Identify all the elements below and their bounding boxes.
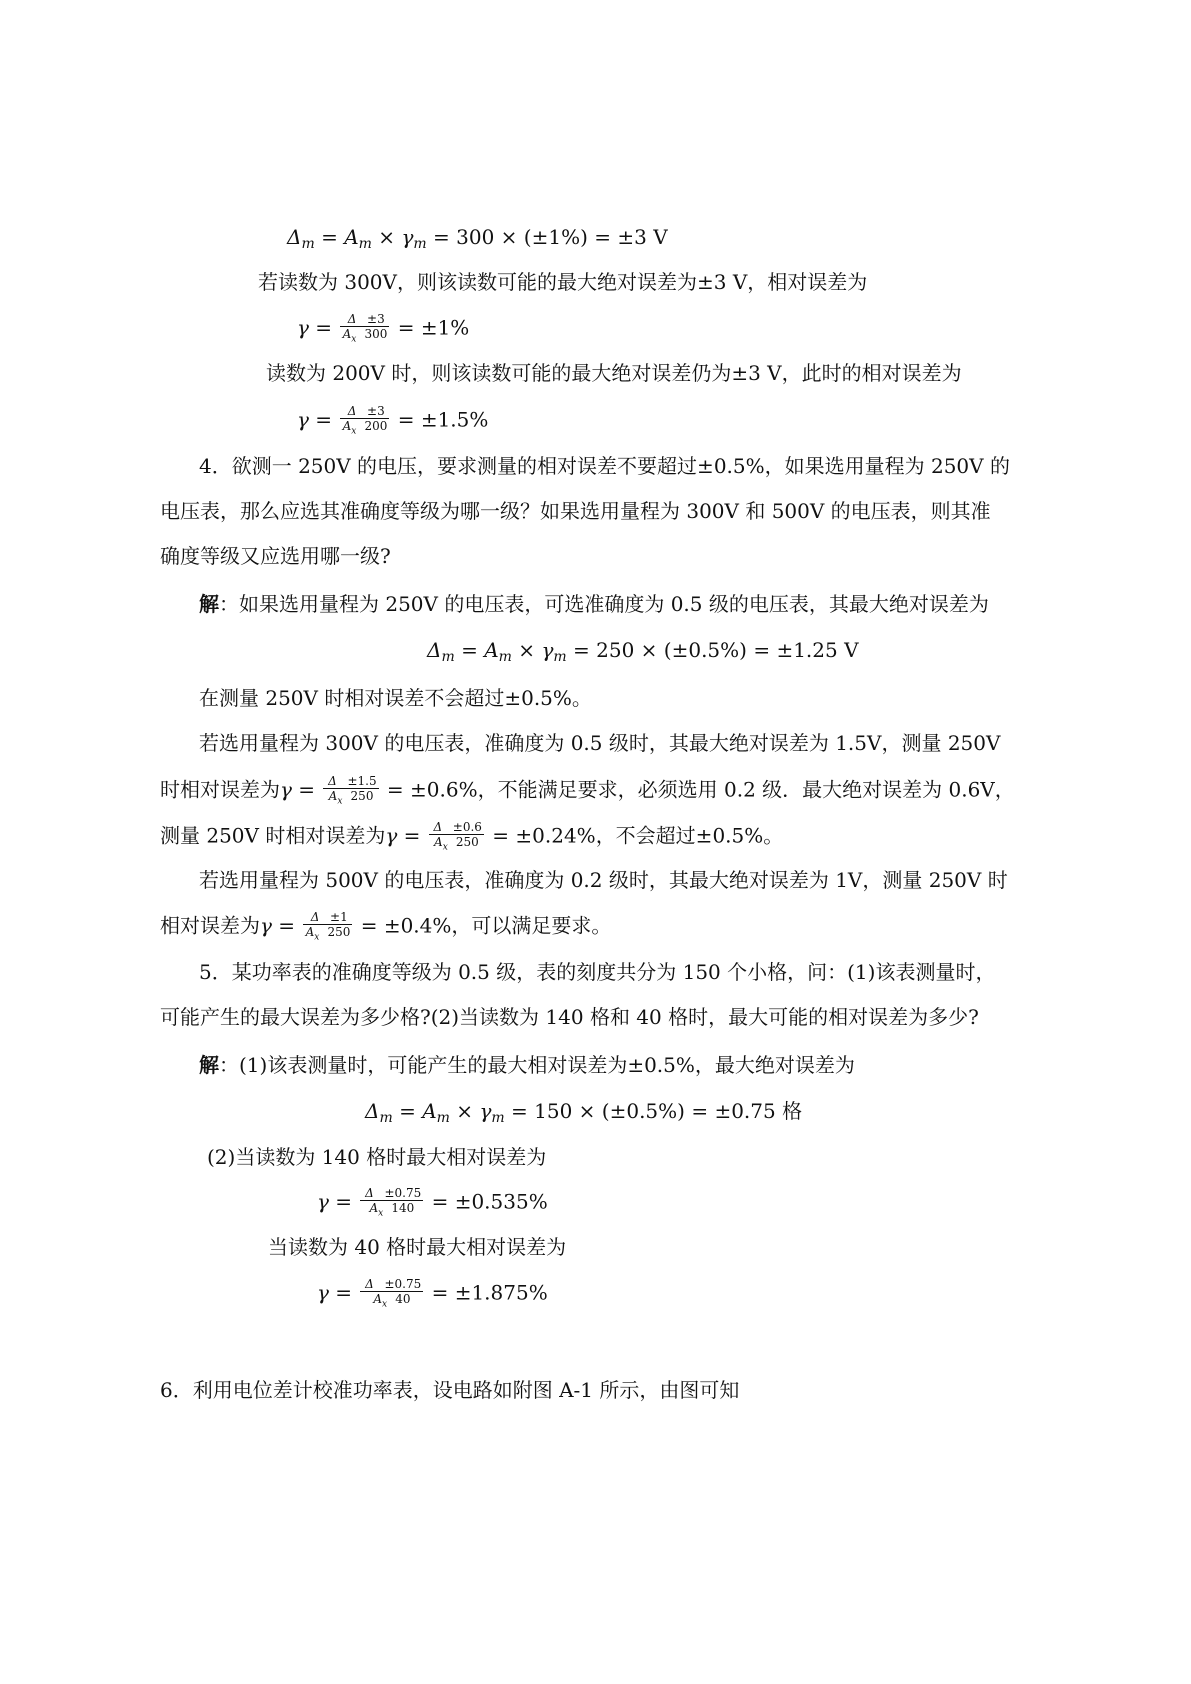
formula-rel-error-140: γ = $\frac{\Delta \pm 0.75}{A_x 140}$ = ±0.535%: [317, 1186, 548, 1219]
question-5-line-2: 可能产生的最大误差为多少格?(2)当读数为 140 格和 40 格时，最大可能的相对误差为多少?: [160, 1005, 979, 1029]
answer-label: 解: [199, 592, 219, 616]
fraction: $\frac{\Delta \pm 1.5}{A_x 250}$: [323, 774, 378, 808]
formula-abs-error-150: $\Delta_m = A_m \times \gamma_m = 150 \times (\pm 0.5\%) = \pm 0.75$ 格: [365, 1099, 803, 1126]
formula-abs-error-250: $\Delta_m = A_m \times \gamma_m = 250 \times (\pm 0.5\%) = \pm 1.25$ V: [427, 638, 859, 665]
formula-rel-error-200: γ = $\frac{\Delta \pm 3}{A_x 200}$ = ±1.5%: [297, 404, 489, 437]
fraction: $\frac{\Delta \pm 1}{A_x 250}$: [303, 910, 352, 944]
fraction: $\frac{\Delta \pm 3}{A_x 300}$: [340, 312, 389, 346]
formula-rel-error-300: γ = $\frac{\Delta \pm 3}{A_x 300}$ = ±1%: [297, 312, 470, 345]
fraction: $\frac{\Delta \pm 0.75}{A_x 40}$: [360, 1277, 423, 1311]
answer-label: 解: [199, 1053, 219, 1077]
question-4-line-2: 电压表，那么应选其准确度等级为哪一级？如果选用量程为 300V 和 500V 的电压表，则其准: [160, 499, 991, 523]
answer-4-line-4: 时相对误差为γ = $\frac{\Delta \pm 1.5}{A_x 250}$ = ±0.6%，不能满足要求，必须选用 0.2 级．最大绝对误差为 0.6V，: [160, 774, 1015, 807]
answer-4-line-6: 若选用量程为 500V 的电压表，准确度为 0.2 级时，其最大绝对误差为 1V，测量 250V 时: [199, 868, 1008, 892]
text-reading-300: 若读数为 300V，则该读数可能的最大绝对误差为±3 V，相对误差为: [258, 270, 868, 294]
answer-4-line-3: 若选用量程为 300V 的电压表，准确度为 0.5 级时，其最大绝对误差为 1.5V，测量 250V: [199, 731, 1001, 755]
question-4-line-3: 确度等级又应选用哪一级?: [160, 544, 391, 568]
answer-5-line-2: (2)当读数为 140 格时最大相对误差为: [207, 1145, 547, 1169]
answer-4-line-2: 在测量 250V 时相对误差不会超过±0.5%。: [199, 686, 592, 710]
fraction: $\frac{\Delta \pm 0.6}{A_x 250}$: [429, 820, 484, 854]
formula-rel-error-40: γ = $\frac{\Delta \pm 0.75}{A_x 40}$ = ±1.875%: [317, 1277, 548, 1310]
text-reading-200: 读数为 200V 时，则该读数可能的最大绝对误差仍为±3 V，此时的相对误差为: [266, 361, 962, 385]
answer-4-line-1: 解：如果选用量程为 250V 的电压表，可选准确度为 0.5 级的电压表，其最大绝对误差为: [199, 592, 989, 616]
formula-abs-error-300: $\Delta_m = A_m \times \gamma_m = 300 \times (\pm 1\%) = \pm 3$ V: [287, 225, 668, 252]
question-5-line-1: 5．某功率表的准确度等级为 0.5 级，表的刻度共分为 150 个小格，问：(1)该表测量时，: [199, 960, 996, 984]
answer-4-line-7: 相对误差为γ = $\frac{\Delta \pm 1}{A_x 250}$ = ±0.4%，可以满足要求。: [160, 910, 612, 943]
answer-5-line-1: 解：(1)该表测量时，可能产生的最大相对误差为±0.5%，最大绝对误差为: [199, 1053, 855, 1077]
answer-5-line-3: 当读数为 40 格时最大相对误差为: [268, 1235, 567, 1259]
fraction: $\frac{\Delta \pm 0.75}{A_x 140}$: [360, 1186, 423, 1220]
fraction: $\frac{\Delta \pm 3}{A_x 200}$: [340, 404, 389, 438]
question-6: 6．利用电位差计校准功率表，设电路如附图 A-1 所示，由图可知: [160, 1378, 740, 1402]
answer-4-line-5: 测量 250V 时相对误差为γ = $\frac{\Delta \pm 0.6}{A_x 250}$ = ±0.24%，不会超过±0.5%。: [160, 820, 784, 853]
question-4-line-1: 4．欲测一 250V 的电压，要求测量的相对误差不要超过±0.5%，如果选用量程为 250V 的: [199, 454, 1010, 478]
